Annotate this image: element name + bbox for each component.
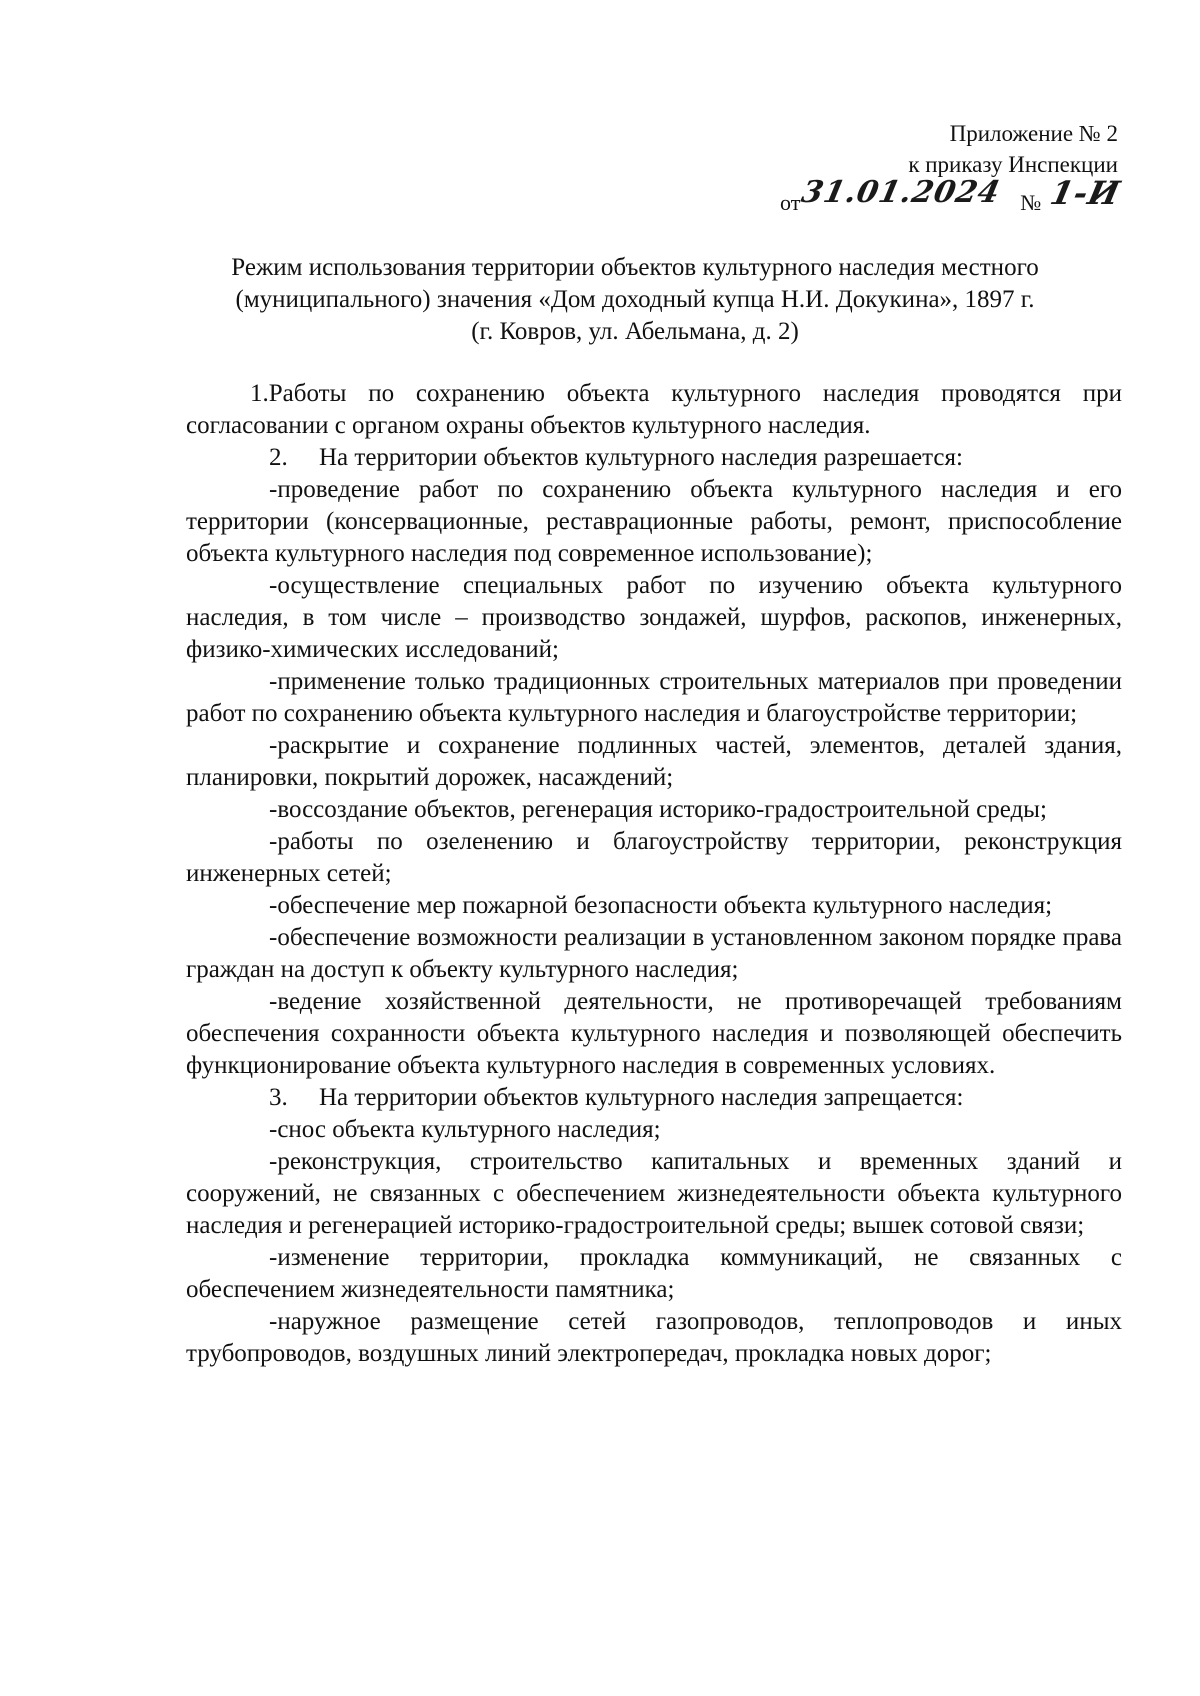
document-body <box>186 378 1122 1370</box>
section-2-heading <box>186 442 1122 474</box>
allowed-item: -обеспечение возможности реализации в установленном законом порядке права граждан на доступ к объекту культурного наследия; <box>186 924 1122 983</box>
number-prefix: № <box>1020 190 1042 215</box>
section-2-number: 2. <box>269 444 288 471</box>
order-date-line <box>780 174 1125 230</box>
appendix-header <box>908 118 1118 180</box>
forbidden-item: -реконструкция, строительство капитальных и временных зданий и сооружений, не связанных с обеспечением жизнедеятельности объекта культурного наследия и регенерацией историко-градостроительной среды; вышек сотовой связи; <box>186 1148 1122 1239</box>
date-prefix: от <box>780 190 801 215</box>
forbidden-item: -наружное размещение сетей газопроводов, теплопроводов и иных трубопроводов, воздушных линий электропередач, прокладка новых дорог; <box>186 1308 1122 1367</box>
title-line-3: (г. Ковров, ул. Абельмана, д. 2) <box>471 318 799 345</box>
section-3-number: 3. <box>269 1084 288 1111</box>
allowed-item: -ведение хозяйственной деятельности, не противоречащей требованиям обеспечения сохранности объекта культурного наследия и позволяющей обеспечить функционирование объекта культурного наследия в современных условиях. <box>186 988 1122 1079</box>
handwritten-number: 1-И <box>1047 174 1125 212</box>
section-3-heading <box>186 1082 1122 1114</box>
appendix-number: Приложение № 2 <box>949 121 1118 146</box>
paragraph-1: 1.Работы по сохранению объекта культурного наследия проводятся при согласовании с органом охраны объектов культурного наследия. <box>186 380 1122 439</box>
title-line-2: (муниципального) значения «Дом доходный купца Н.И. Докукина», 1897 г. <box>235 286 1035 313</box>
forbidden-item: -изменение территории, прокладка коммуникаций, не связанных с обеспечением жизнедеятельности памятника; <box>186 1244 1122 1303</box>
allowed-item: -работы по озеленению и благоустройству территории, реконструкция инженерных сетей; <box>186 828 1122 887</box>
allowed-item: -осуществление специальных работ по изучению объекта культурного наследия, в том числе – производство зондажей, шурфов, раскопов, инженерных, физико-химических исследований; <box>186 572 1122 663</box>
section-3-text: На территории объектов культурного наследия запрещается: <box>319 1084 964 1111</box>
section-2-text: На территории объектов культурного наследия разрешается: <box>319 444 963 471</box>
forbidden-item: -снос объекта культурного наследия; <box>269 1116 661 1143</box>
allowed-item: -раскрытие и сохранение подлинных частей, элементов, деталей здания, планировки, покрытий дорожек, насаждений; <box>186 732 1122 791</box>
allowed-item: -проведение работ по сохранению объекта культурного наследия и его территории (консервационные, реставрационные работы, ремонт, приспособление объекта культурного наследия под современное использование); <box>186 476 1122 567</box>
allowed-item: -воссоздание объектов, регенерация историко-градостроительной среды; <box>269 796 1047 823</box>
allowed-item: -обеспечение мер пожарной безопасности объекта культурного наследия; <box>269 892 1053 919</box>
document-title <box>150 252 1120 348</box>
order-reference: к приказу Инспекции <box>908 152 1118 177</box>
allowed-item: -применение только традиционных строительных материалов при проведении работ по сохранению объекта культурного наследия и благоустройстве территории; <box>186 668 1122 727</box>
title-line-1: Режим использования территории объектов культурного наследия местного <box>231 254 1039 281</box>
handwritten-date: 31.01.2024 <box>798 175 1004 210</box>
